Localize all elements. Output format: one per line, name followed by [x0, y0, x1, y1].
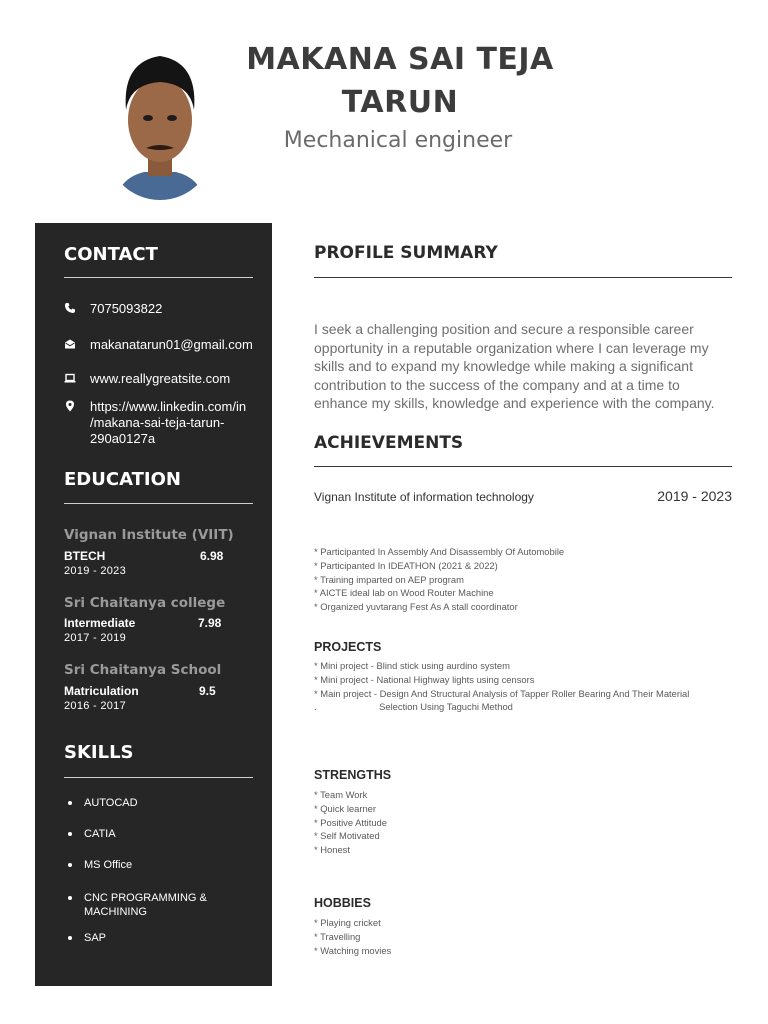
education-years: 2019 - 2023: [64, 565, 127, 577]
list-item: * Mini project - Blind stick using aurdino system: [314, 660, 510, 671]
list-item: * Organized yuvtarang Fest As A stall coordinator: [314, 601, 518, 613]
list-item: * Training imparted on AEP program: [314, 573, 464, 585]
list-item: * Quick learner: [314, 802, 377, 814]
list-item: * Main project - Design And Structural Analysis of Tapper Roller Bearing And Their Material: [314, 687, 690, 699]
skill-item: AUTOCAD: [64, 796, 254, 810]
list-item: * Watching movies: [314, 944, 392, 956]
education-school: Sri Chaitanya School: [64, 662, 222, 678]
skill-item: CATIA: [64, 827, 254, 841]
divider: [64, 777, 253, 778]
profile-summary-text: I seek a challenging position and secure a responsible career opportunity in a reputable organization where I can leverage my skills and to expand my knowledge while making a significant contribution to the success of the company and at a time to enhance my skills, knowledge and experience with the company.: [314, 321, 715, 412]
education-school: Sri Chaitanya college: [64, 595, 226, 611]
strengths-list: [314, 788, 734, 857]
projects-heading: PROJECTS: [314, 640, 382, 654]
contact-website: www.reallygreatsite.com: [64, 371, 230, 387]
job-title: Mechanical engineer: [283, 128, 513, 153]
sidebar: [35, 223, 272, 986]
education-degree: Matriculation: [64, 684, 139, 698]
divider: [64, 277, 253, 278]
list-item: * Participanted In Assembly And Disassembly Of Automobile: [314, 546, 565, 557]
education-heading: EDUCATION: [64, 469, 181, 490]
achievements-heading: ACHIEVEMENTS: [314, 433, 464, 453]
list-item: * Participanted In IDEATHON (2021 & 2022): [314, 559, 498, 571]
contact-linkedin: https://www.linkedin.com/in /makana-sai-teja-tarun- 290a0127a: [64, 399, 246, 447]
list-item: * Mini project - National Highway lights using censors: [314, 673, 535, 685]
contact-email: makanatarun01@gmail.com: [64, 337, 253, 353]
divider: [314, 466, 732, 467]
education-degree: BTECH: [64, 549, 106, 563]
skills-list: [64, 786, 254, 945]
mail-icon: [64, 337, 90, 350]
skill-item: CNC PROGRAMMING & MACHINING: [64, 891, 254, 919]
list-item: * Honest: [314, 844, 350, 856]
list-item: * Playing cricket: [314, 917, 381, 928]
education-degree: Intermediate: [64, 616, 136, 630]
list-item: * AICTE ideal lab on Wood Router Machine: [314, 587, 494, 599]
divider: [314, 277, 732, 278]
hobbies-list: [314, 916, 734, 957]
education-score: 6.98: [200, 549, 224, 563]
contact-heading: CONTACT: [64, 244, 158, 265]
profile-photo: [106, 38, 214, 200]
skill-item: MS Office: [64, 858, 254, 872]
education-score: 7.98: [198, 616, 222, 630]
hobbies-heading: HOBBIES: [314, 896, 371, 910]
education-years: 2016 - 2017: [64, 700, 127, 712]
list-item: * Team Work: [314, 789, 368, 800]
divider: [64, 503, 253, 504]
strengths-heading: STRENGTHS: [314, 768, 392, 782]
list-item: * Travelling: [314, 930, 361, 942]
candidate-name: MAKANA SAI TEJA TARUN: [246, 42, 554, 120]
contact-phone: 7075093822: [64, 301, 162, 317]
institution-name: Vignan Institute of information technology: [314, 490, 534, 504]
phone-icon: [64, 301, 90, 314]
education-score: 9.5: [199, 684, 216, 698]
institution-years: 2019 - 2023: [657, 488, 732, 504]
education-years: 2017 - 2019: [64, 632, 127, 644]
location-icon: [64, 399, 90, 412]
list-item: . Selection Using Taguchi Method: [314, 701, 513, 713]
laptop-icon: [64, 371, 90, 384]
list-item: * Self Motivated: [314, 830, 380, 842]
projects-list: [314, 659, 734, 714]
skill-item: SAP: [64, 931, 254, 945]
education-school: Vignan Institute (VIIT): [64, 527, 234, 543]
skills-heading: SKILLS: [64, 742, 134, 763]
achievements-list: [314, 545, 734, 614]
profile-summary-heading: PROFILE SUMMARY: [314, 243, 498, 263]
list-item: * Positive Attitude: [314, 816, 387, 828]
